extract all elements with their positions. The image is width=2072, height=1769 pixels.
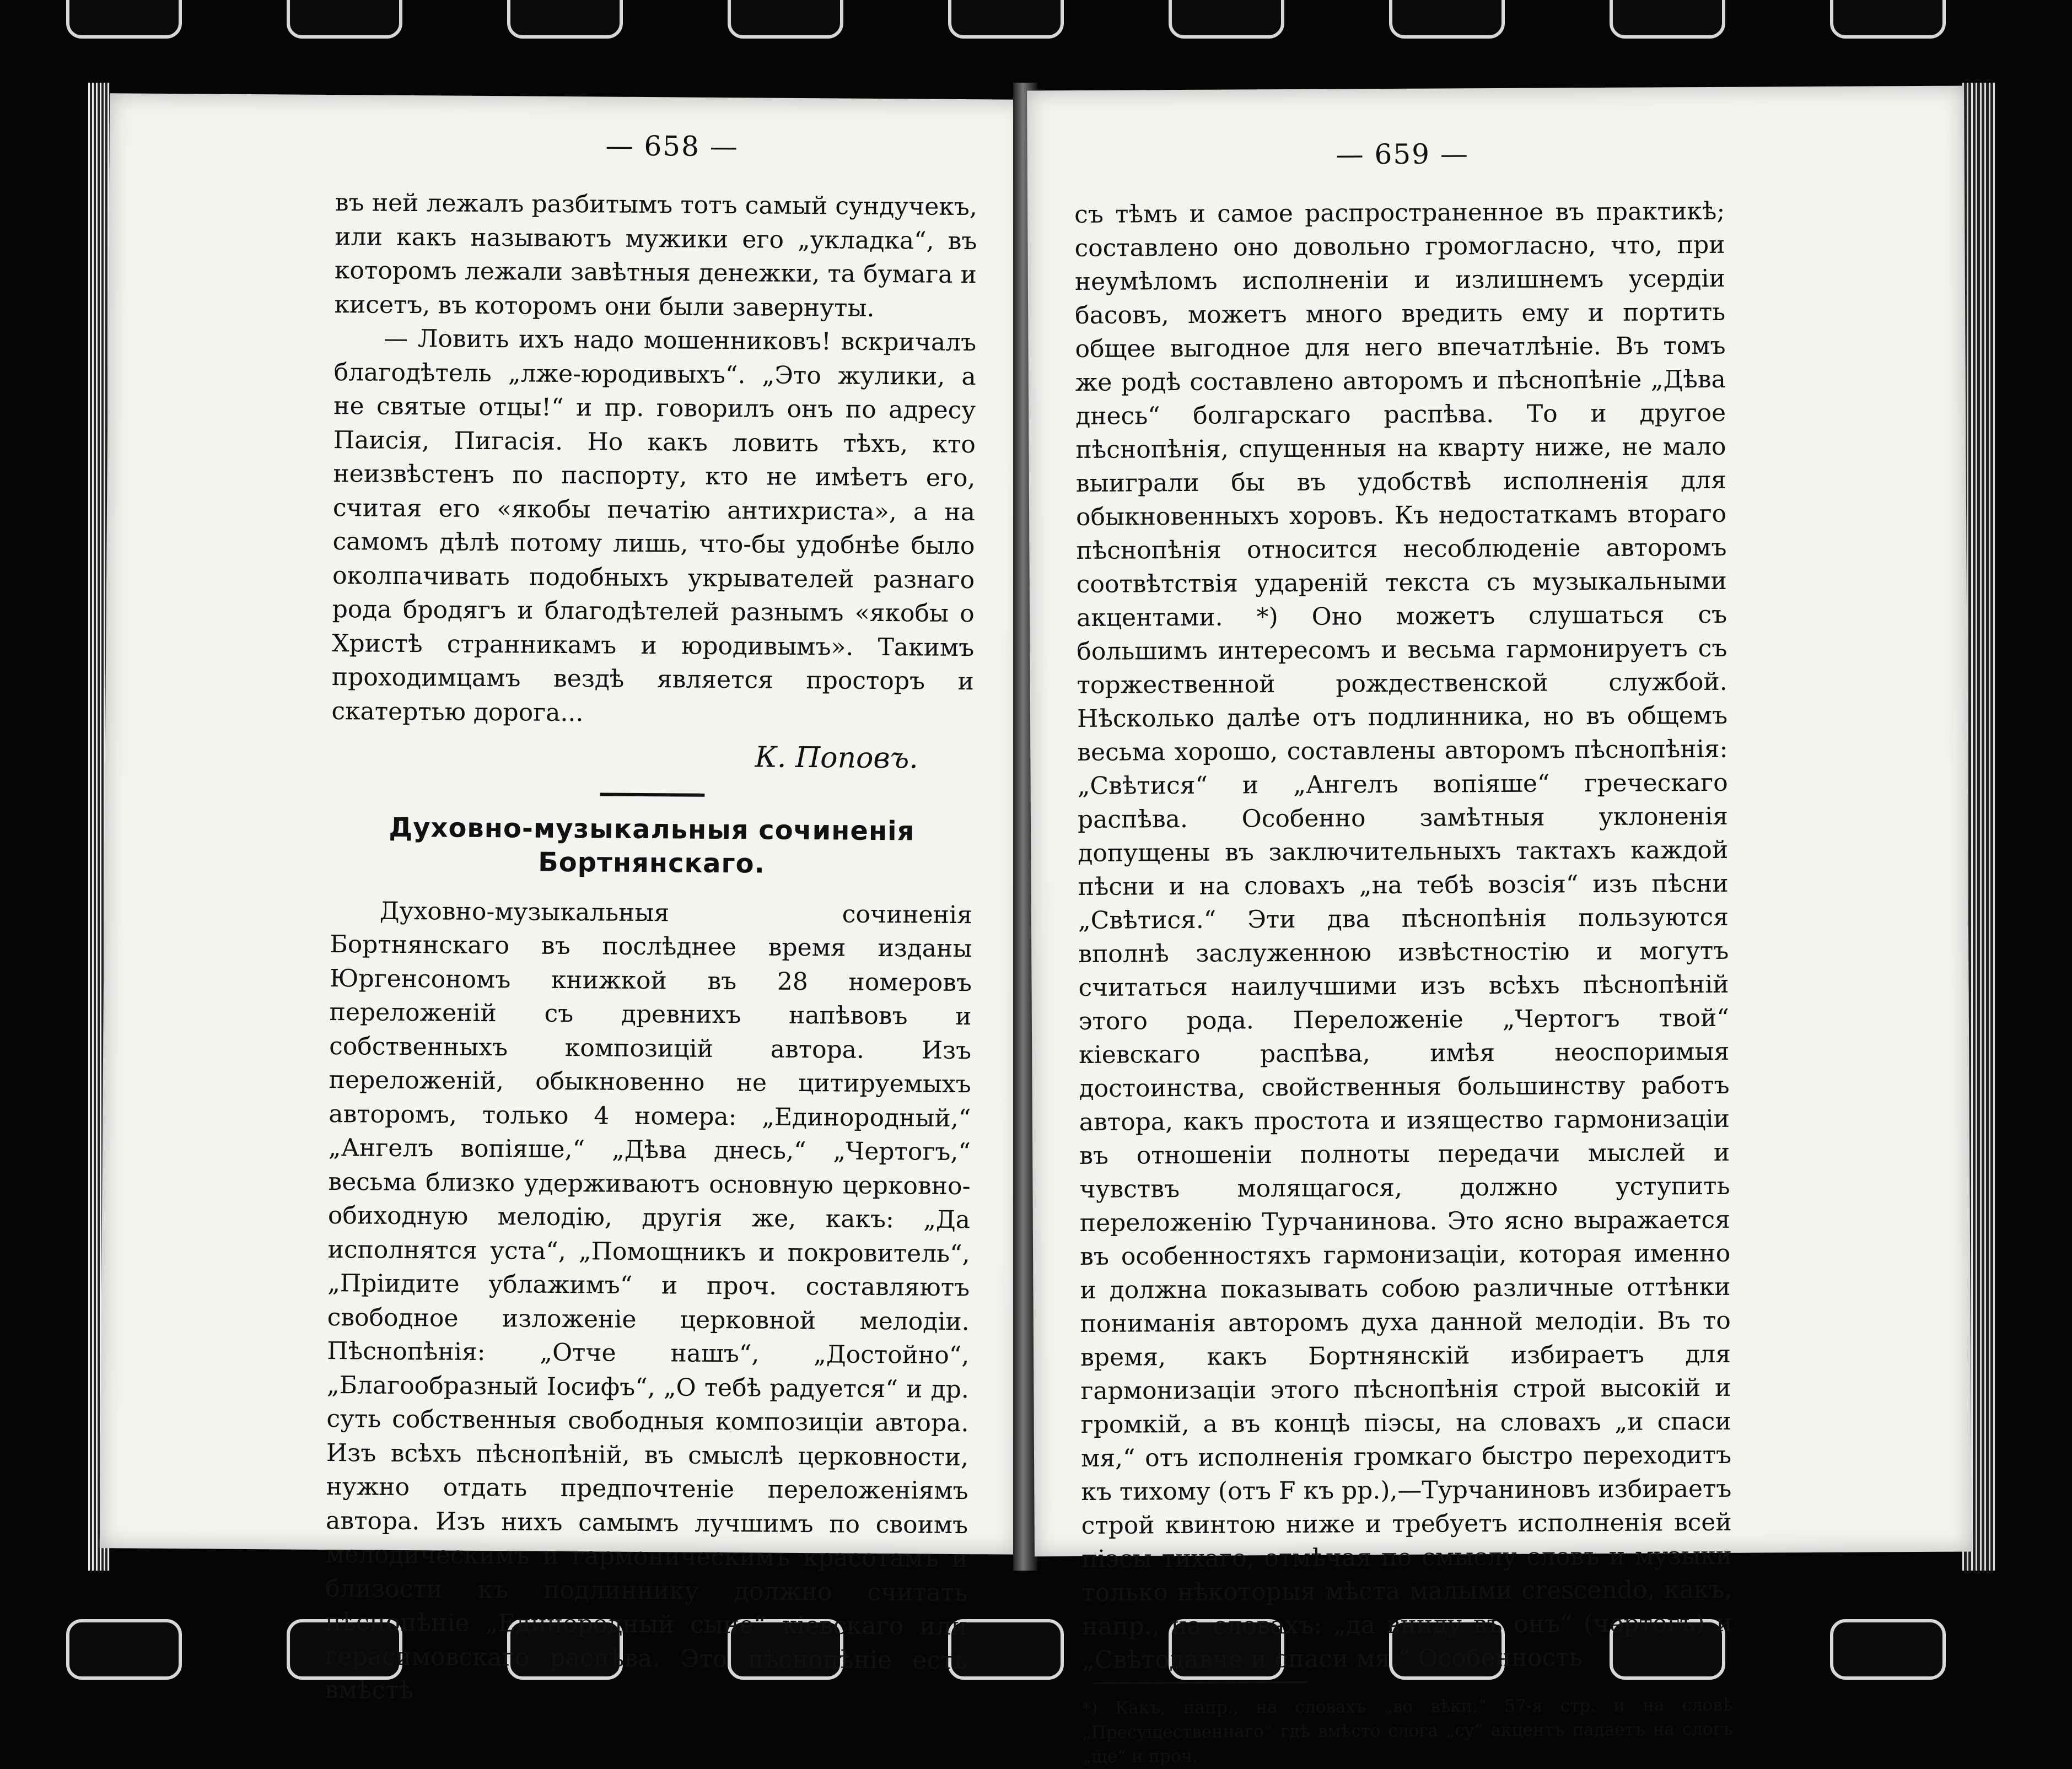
paragraph: — Ловить ихъ надо мошенниковъ! вскричалъ благодѣтель „лже-юродивыхъ“. „Это жулики, а не святые отцы!“ и пр. говорилъ онъ по адресу Паисія, Пигасія. Но какъ ловить тѣхъ, кто неизвѣстенъ по паспорту, кто не имѣетъ его, считая его «якобы печатію антихриста», а на самомъ дѣлѣ потому лишь, что-бы удобнѣе было околпачивать подобныхъ укрывателей разнаго рода бродягъ и благодѣтелей разнымъ «якобы о Христѣ странникамъ и юродивымъ». Такимъ проходимцамъ вездѣ является просторъ и скатертью дорога... xyxy=(331,324,977,727)
perforation xyxy=(1610,0,1725,39)
paragraph: Духовно-музыкальныя сочиненія Бортнянскаго въ послѣднее время изданы Юргенсономъ книжкой въ 28 номеровъ переложеній съ древнихъ напѣвовъ и собственныхъ композицій автора. Изъ переложеній, обыкновенно не цитируемыхъ авторомъ, только 4 номера: „Единородный,“ „Ангелъ вопіяше,“ „Дѣва днесь,“ „Чертогъ,“ весьма близко удерживаютъ основную церковно-обиходную мелодію, другія же, какъ: „Да исполнятся уста“, „Помощникъ и покровитель“, „Пріидите ублажимъ“ и проч. составляютъ свободное изложеніе церковной мелодіи. Пѣснопѣнія: „Отче нашъ“, „Достойно“, „Благообразный Іосифъ“, „О тебѣ радуется“ и др. суть собственныя свободныя композиціи автора. Изъ всѣхъ пѣснопѣній, въ смыслѣ церковности, нужно отдать предпочтеніе переложеніямъ автора. Изъ нихъ самымъ лучшимъ по своимъ мелодическимъ и гармоническимъ красотамъ и близости къ подлиннику должно считать пѣснопѣніе „Единородный сыне“ кіевскаго или герасимовскаго распѣва. Это пѣснопѣніе есть вмѣстѣ xyxy=(324,897,973,1705)
paragraph: въ ней лежалъ разбитымъ тотъ самый сундучекъ, или какъ называютъ мужики его „укладка“, въ которомъ лежали завѣтныя денежки, та бумага и кисетъ, въ которомъ они были завернуты. xyxy=(334,188,978,322)
article-heading: Духовно-музыкальныя сочиненія Бортнянскаго. xyxy=(389,812,915,880)
section-divider xyxy=(600,792,704,796)
film-perforations-bottom xyxy=(0,1581,2072,1663)
right-text-block xyxy=(1074,195,1733,1769)
footnote-divider xyxy=(1093,1681,1308,1684)
perforation xyxy=(66,0,182,39)
film-perforations-top xyxy=(0,0,2072,83)
footnote: *) Какъ, напр., на словахъ „во вѣки,“ 57-я стр. и на словѣ „Пресущественнаго“ гдѣ вмѣсто слога „су“ акцентъ падаетъ на слогъ „ще“ и проч. xyxy=(1082,1695,1733,1767)
author-signature: К. Поповъ. xyxy=(755,741,919,775)
page-number: — 658 — xyxy=(605,130,739,163)
paragraph: съ тѣмъ и самое распространенное въ практикѣ; составлено оно довольно громогласно, что, при неумѣломъ исполненіи и излишнемъ усердіи басовъ, можетъ много вредить ему и портить общее выгодное для него впечатлѣніе. Въ томъ же родѣ составлено авторомъ и пѣснопѣніе „Дѣва днесь“ болгарскаго распѣва. То и другое пѣснопѣнія, спущенныя на кварту ниже, не мало выиграли бы въ удобствѣ исполненія для обыкновенныхъ хоровъ. Къ недостаткамъ втораго пѣснопѣнія относится несоблюденіе авторомъ соотвѣтствія удареній текста съ музыкальными акцентами. *) Оно можетъ слушаться съ большимъ интересомъ и весьма гармонируетъ съ торжественной рождественской службой. Нѣсколько далѣе отъ подлинника, но въ общемъ весьма хорошо, составлены авторомъ пѣснопѣнія: „Свѣтися“ и „Ангелъ вопіяше“ греческаго распѣва. Особенно замѣтныя уклоненія допущены въ заключительныхъ тактахъ каждой пѣсни и на словахъ „на тебѣ возсія“ изъ пѣсни „Свѣтися.“ Эти два пѣснопѣнія пользуются вполнѣ заслуженною извѣстностію и могутъ считаться наилучшими изъ всѣхъ пѣснопѣній этого рода. Переложеніе „Чертогъ твой“ кіевскаго распѣва, имѣя неоспоримыя достоинства, свойственныя большинству работъ автора, какъ простота и изящество гармонизаціи въ отношеніи полноты передачи мыслей и чувствъ молящагося, должно уступить переложенію Турчанинова. Это ясно выражается въ особенностяхъ гармонизаціи, которая именно и должна показывать собою различные оттѣнки пониманія авторомъ духа данной мелодіи. Въ то время, какъ Бортнянскій избираетъ для гармонизаціи этого пѣснопѣнія строй высокій и громкій, а въ концѣ піэсы, на словахъ „и спаси мя,“ отъ исполненія громкаго быстро переходитъ къ тихому (отъ F къ pp.),—Турчаниновъ избираетъ строй квинтою ниже и требуетъ исполненія всей піэсы тихаго, отмѣчая по смыслу словъ и музыки только нѣкоторыя мѣста малыми crescendo, какъ, напр., на словахъ: „да вниду въ онъ“ (чертогъ) и „Свѣтодавче и спаси мя.“ Особенность xyxy=(1074,197,1732,1674)
perforation xyxy=(948,0,1064,39)
perforation xyxy=(1389,0,1505,39)
perforation xyxy=(1830,1619,1946,1680)
page-number: — 659 — xyxy=(1336,138,1470,171)
left-text-block xyxy=(325,186,977,1712)
right-page xyxy=(1027,86,1972,1767)
left-page xyxy=(100,93,1027,1705)
perforation xyxy=(728,0,843,39)
perforation xyxy=(1830,0,1946,39)
perforation xyxy=(1169,0,1284,39)
perforation xyxy=(507,0,623,39)
perforation xyxy=(66,1619,182,1680)
perforation xyxy=(287,0,402,39)
